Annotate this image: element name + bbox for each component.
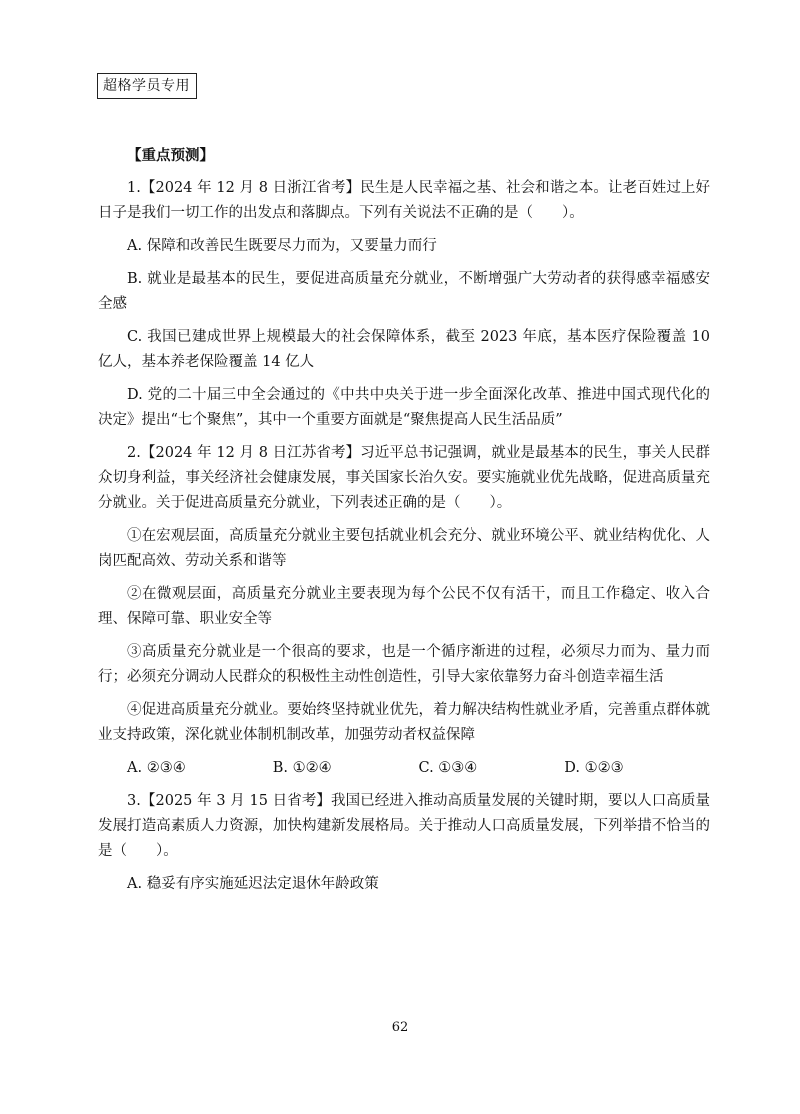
question-1-option-d: D. 党的二十届三中全会通过的《中共中央关于进一步全面深化改革、推进中国式现代化的决定》提出“七个聚焦”，其中一个重要方面就是“聚焦提高人民生活品质” — [98, 387, 710, 428]
question-2-choices — [127, 756, 710, 781]
question-3-option-a: A. 稳妥有序实施延迟法定退休年龄政策 — [127, 876, 379, 892]
question-3-stem: 3.【2025 年 3 月 15 日省考】我国已经进入推动高质量发展的关键时期，要以人口高质量发展打造高素质人力资源，加快构建新发展格局。关于推动人口高质量发展，下列举措不恰当的是（ ）。 — [98, 793, 710, 859]
choice-a: A. ②③④ — [127, 760, 186, 776]
header-tag: 超格学员专用 — [97, 73, 197, 99]
choice-d: D. ①②③ — [564, 760, 624, 776]
question-2-statement-4: ④促进高质量充分就业。要始终坚持就业优先，着力解决结构性就业矛盾，完善重点群体就业支持政策，深化就业体制机制改革，加强劳动者权益保障 — [98, 702, 710, 743]
section-title: 【重点预测】 — [127, 147, 214, 164]
question-2-statement-1: ①在宏观层面，高质量充分就业主要包括就业机会充分、就业环境公平、就业结构优化、人岗匹配高效、劳动关系和谐等 — [98, 528, 710, 569]
question-2-statement-2: ②在微观层面，高质量充分就业主要表现为每个公民不仅有活干，而且工作稳定、收入合理、保障可靠、职业安全等 — [98, 586, 710, 627]
document-body — [98, 143, 710, 905]
question-1-option-a: A. 保障和改善民生既要尽力而为，又要量力而行 — [127, 238, 437, 254]
question-2-stem: 2.【2024 年 12 月 8 日江苏省考】习近平总书记强调，就业是最基本的民生，事关人民群众切身利益，事关经济社会健康发展，事关国家长治久安。要实施就业优先战略，促进高质量充分就业。关于促进高质量充分就业，下列表述正确的是（ ）。 — [98, 445, 710, 511]
question-1-option-b: B. 就业是最基本的民生，要促进高质量充分就业，不断增强广大劳动者的获得感幸福感安全感 — [98, 271, 710, 312]
question-1-stem: 1.【2024 年 12 月 8 日浙江省考】民生是人民幸福之基、社会和谐之本。让老百姓过上好日子是我们一切工作的出发点和落脚点。下列有关说法不正确的是（ ）。 — [98, 180, 710, 221]
choice-c: C. ①③④ — [418, 760, 478, 776]
page-number: 62 — [391, 1020, 409, 1035]
question-2-statement-3: ③高质量充分就业是一个很高的要求，也是一个循序渐进的过程，必须尽力而为、量力而行；必须充分调动人民群众的积极性主动性创造性，引导大家依靠努力奋斗创造幸福生活 — [98, 644, 710, 685]
question-1-option-c: C. 我国已建成世界上规模最大的社会保障体系，截至 2023 年底，基本医疗保险覆盖 10 亿人，基本养老保险覆盖 14 亿人 — [98, 329, 710, 370]
choice-b: B. ①②④ — [272, 760, 332, 776]
